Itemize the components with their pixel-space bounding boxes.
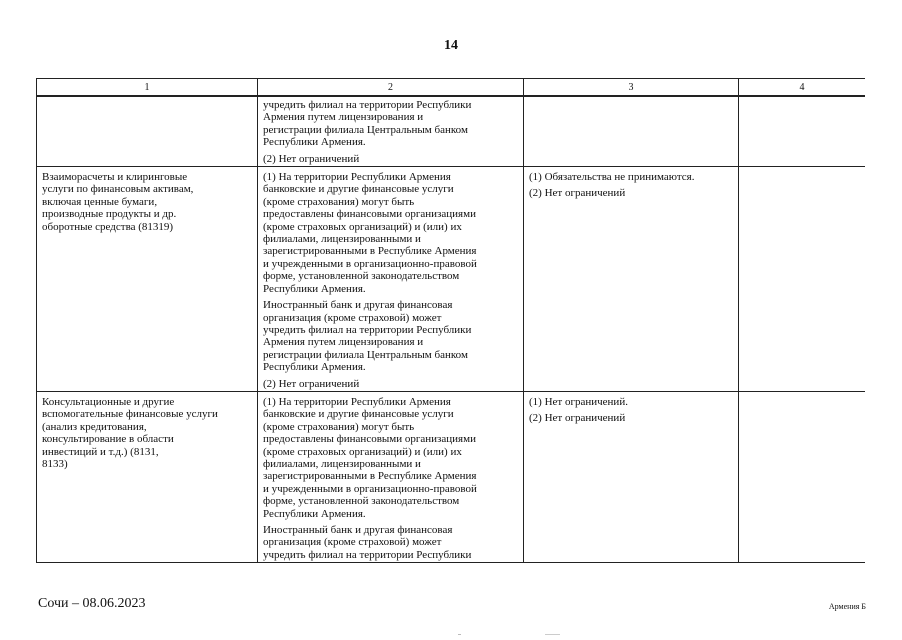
text-line: учредить филиал на территории Республики xyxy=(263,99,472,111)
text-line: (2) Нет ограничений xyxy=(263,152,360,165)
table-cell-col4 xyxy=(739,391,866,562)
text-line: (2) Нет ограничений xyxy=(529,187,626,200)
text-line: (1) На территории Республики Армения xyxy=(263,171,451,184)
text-line: (1) Нет ограничений. xyxy=(529,395,628,408)
table-row xyxy=(37,96,866,167)
cell-paragraph xyxy=(263,153,518,165)
table-row xyxy=(37,167,866,392)
text-line: Республики Армения. xyxy=(263,507,366,520)
text-line: Консультационные и другие xyxy=(42,395,175,408)
text-line: включая ценные бумаги, xyxy=(42,195,158,208)
column-header: 2 xyxy=(258,79,524,97)
services-table-container xyxy=(36,78,865,574)
text-line: регистрации филиала Центральным банком xyxy=(263,348,468,361)
table-row xyxy=(37,391,866,562)
text-line: предоставлены финансовыми организациями xyxy=(263,208,476,221)
text-line: организация (кроме страховой) может xyxy=(263,311,442,324)
table-cell-col2 xyxy=(258,96,524,167)
text-line: инвестиций и т.д.) (8131, xyxy=(42,445,159,458)
cell-paragraph xyxy=(529,187,733,199)
table-header-row xyxy=(37,79,866,97)
text-line: (2) Нет ограничений xyxy=(263,377,360,390)
cell-paragraph xyxy=(263,378,518,390)
text-line: филиалами, лицензированными и xyxy=(263,457,421,470)
table-cell-col1 xyxy=(37,391,258,562)
scan-artifact xyxy=(455,634,605,635)
text-line: консультирование в области xyxy=(42,433,174,446)
text-line: Республики Армения. xyxy=(263,282,366,295)
text-line: Иностранный банк и другая финансовая xyxy=(263,299,453,312)
cell-paragraph xyxy=(42,396,252,470)
table-body xyxy=(37,96,866,563)
cell-paragraph xyxy=(263,396,518,520)
text-line: и учрежденными в организационно-правовой xyxy=(263,257,477,270)
text-line: оборотные средства (81319) xyxy=(42,220,174,233)
text-line: Иностранный банк и другая финансовая xyxy=(263,524,453,536)
text-line: регистрации филиала Центральным банком xyxy=(263,123,468,136)
text-line: услуги по финансовым активам, xyxy=(42,183,194,196)
text-line: вспомогательные финансовые услуги xyxy=(42,408,218,421)
table-cell-col3 xyxy=(524,391,739,562)
column-header: 1 xyxy=(37,79,258,97)
text-line: банковские и другие финансовые услуги xyxy=(263,183,454,196)
text-line: форме, установленной законодательством xyxy=(263,270,460,283)
cell-paragraph xyxy=(263,299,518,373)
text-line: Армения путем лицензирования и xyxy=(263,111,424,124)
cell-paragraph xyxy=(42,171,252,233)
table-cell-col4 xyxy=(739,96,866,167)
text-line: банковские и другие финансовые услуги xyxy=(263,408,454,421)
footer-place-date: Сочи – 08.06.2023 xyxy=(38,596,146,611)
cell-paragraph xyxy=(263,171,518,295)
text-line: (кроме страхования) могут быть xyxy=(263,420,415,433)
text-line: Армения путем лицензирования и xyxy=(263,336,424,349)
text-line: организация (кроме страховой) может xyxy=(263,536,442,549)
text-line: (кроме страхования) могут быть xyxy=(263,195,415,208)
services-table xyxy=(36,78,865,563)
text-line: (анализ кредитования, xyxy=(42,420,147,433)
text-line: производные продукты и др. xyxy=(42,208,177,221)
cell-paragraph xyxy=(529,171,733,183)
footer-document-code: Армения Б xyxy=(828,602,866,611)
text-line: учредить филиал на территории Республики xyxy=(263,548,472,561)
column-header: 4 xyxy=(739,79,866,97)
column-header: 3 xyxy=(524,79,739,97)
text-line: (кроме страховых организаций) и (или) их xyxy=(263,445,462,458)
text-line: зарегистрированными в Республике Армения xyxy=(263,245,477,258)
text-line: (кроме страховых организаций) и (или) их xyxy=(263,220,462,233)
text-line: Республики Армения. xyxy=(263,136,366,149)
text-line: (1) Обязательства не принимаются. xyxy=(529,171,695,184)
table-cell-col1 xyxy=(37,96,258,167)
cell-paragraph xyxy=(529,412,733,424)
text-line: предоставлены финансовыми организациями xyxy=(263,433,476,446)
text-line: 8133) xyxy=(42,457,68,470)
text-line: форме, установленной законодательством xyxy=(263,495,460,508)
text-line: и учрежденными в организационно-правовой xyxy=(263,482,477,495)
table-cell-col3 xyxy=(524,96,739,167)
table-cell-col1 xyxy=(37,167,258,392)
text-line: учредить филиал на территории Республики xyxy=(263,323,472,336)
text-line: Республики Армения. xyxy=(263,361,366,374)
cell-paragraph xyxy=(263,99,518,149)
text-line: филиалами, лицензированными и xyxy=(263,233,421,246)
table-cell-col4 xyxy=(739,167,866,392)
cell-paragraph xyxy=(263,524,518,561)
table-cell-col3 xyxy=(524,167,739,392)
table-cell-col2 xyxy=(258,391,524,562)
cell-paragraph xyxy=(529,396,733,408)
text-line: (2) Нет ограничений xyxy=(529,412,626,425)
text-line: Взаиморасчеты и клиринговые xyxy=(42,171,188,184)
text-line: зарегистрированными в Республике Армения xyxy=(263,470,477,483)
text-line: (1) На территории Республики Армения xyxy=(263,395,451,408)
page-number: 14 xyxy=(444,38,458,53)
table-cell-col2 xyxy=(258,167,524,392)
